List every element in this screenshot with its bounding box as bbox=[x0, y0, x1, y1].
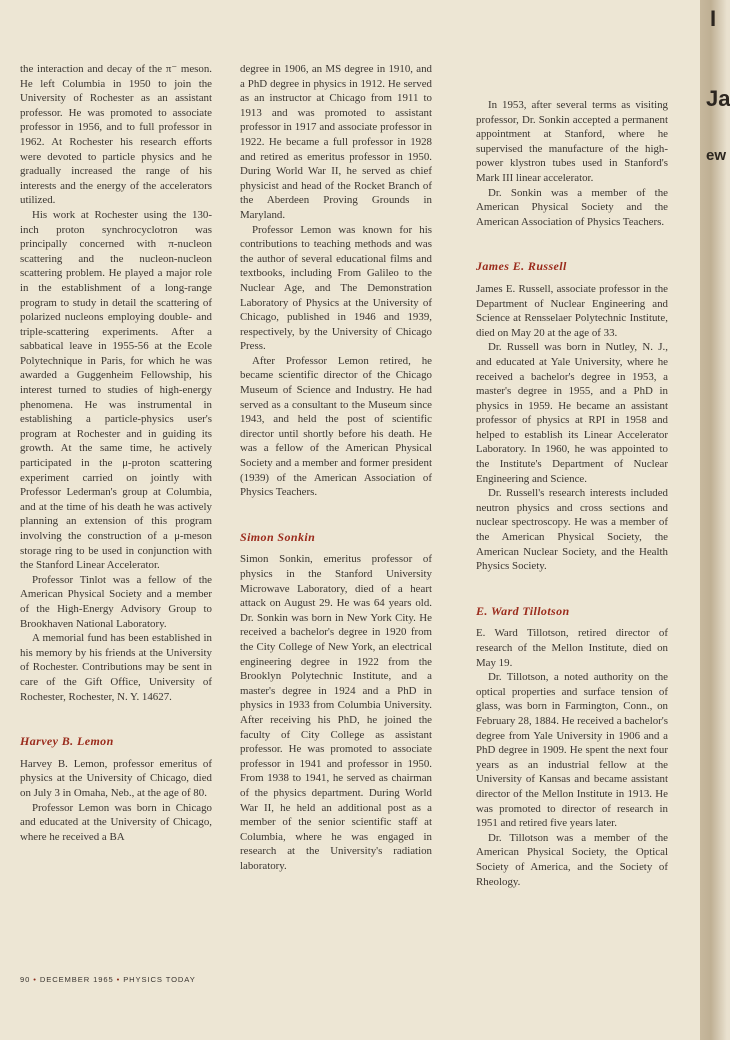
separator-dot: • bbox=[116, 975, 121, 984]
paragraph: A memorial fund has been established in his memory by his friends at the University of Rochester. Contributions may be sent in care of the Gift Office, University of Rochester, Rochester, N. Y. 14627. bbox=[20, 632, 212, 703]
paragraph: James E. Russell, associate professor in the Department of Nuclear Engineering and Science at Rensselaer Polytechnic Institute, died on May 20 at the age of 33. bbox=[476, 282, 668, 339]
paragraph: Professor Tinlot was a fellow of the American Physical Society and a member of the High-Energy Advisory Group to Brookhaven National Laboratory. bbox=[20, 573, 212, 630]
paragraph: His work at Rochester using the 130-inch proton synchrocyclotron was principally concerned with π-nucleon scattering and the nucleon-nucleon scattering problem. He played a major role in the establishment of a long-range program to study in detail the scattering of polarized nucleons employing double- and triple-scattering experiments. After a sabbatical leave in 1955-56 at the Ecole Polytechnique in Paris, for which he was awarded a Guggenheim Fellowship, his interest turned to studies of high-energy phenomena. He was instrumental in establishing a particle-physics user's program at Rochester and in guiding its growth. At the same time, he actively participated in the μ-proton scattering experiment carried on jointly with Professor Lederman's group at Columbia, and at the time of his death he was actively planning an extension of this program involving the construction of a μ-meson storage ring to be used in conjunction with the Stanford Linear Accelerator. bbox=[20, 208, 212, 572]
paragraph: Dr. Tillotson was a member of the American Physical Society, the Optical Society of America, and the Society of Rheology. bbox=[476, 831, 668, 888]
edge-letter: Ja bbox=[706, 86, 730, 111]
obituary-heading-lemon: Harvey B. Lemon bbox=[20, 734, 114, 749]
obituary-heading-tillotson: E. Ward Tillotson bbox=[476, 603, 570, 618]
paragraph: Dr. Russell's research interests included neutron physics and cross sections and nuclear spectroscopy. He was a member of the American Physical Society, the American Nuclear Society, and the Health Physics Society. bbox=[476, 487, 668, 573]
magazine-name: PHYSICS TODAY bbox=[123, 975, 196, 984]
column-3 bbox=[476, 98, 668, 889]
paragraph: the interaction and decay of the π⁻ meson. He left Columbia in 1950 to join the University of Rochester as an assistant professor. He was promoted to associate professor in 1956, and to full professor in 1962. At Rochester his research efforts were devoted to particle physics and he gradually increased the range of his interests and the energy of the accelerators utilized. bbox=[20, 63, 212, 207]
column-1 bbox=[20, 62, 212, 844]
page-footer bbox=[20, 975, 196, 984]
separator-dot: • bbox=[33, 975, 37, 984]
edge-letter: ew bbox=[706, 147, 727, 164]
obituary-heading-sonkin: Simon Sonkin bbox=[240, 529, 316, 544]
paragraph: Harvey B. Lemon, professor emeritus of physics at the University of Chicago, died on July 3 in Omaha, Neb., at the age of 80. bbox=[20, 757, 212, 799]
paragraph: Simon Sonkin, emeritus professor of physics in the Stanford University Microwave Laboratory, died of a heart attack on August 29. He was 64 years old. Dr. Sonkin was born in New York City. He received a bachelor's degree in 1920 from the City College of New York, an electrical engineering degree in 1922 from the Brooklyn Polytechnic Institute, and a master's degree in 1924 and a PhD in physics in 1933 from Columbia University. After receiving his PhD, he joined the faculty of City College as assistant professor. He was promoted to associate professor in 1941 and professor in 1950. From 1938 to 1941, he served as chairman of the physics department. During World War II, he held an additional post as a member of the senior scientific staff at Columbia, where he was engaged in research at the University's radiation laboratory. bbox=[240, 553, 432, 872]
paragraph: In 1953, after several terms as visiting professor, Dr. Sonkin accepted a permanent appointment at Stanford, where he supervised the manufacture of the high-power klystron tubes used in Stanford's Mark III linear accelerator. bbox=[476, 99, 668, 184]
paragraph: After Professor Lemon retired, he became scientific director of the Chicago Museum of Science and Industry. He had served as a consultant to the Museum since 1943, and held the post of scientific director until shortly before his death. He was a fellow of the American Physical Society and a member and former president (1939) of the American Association of Physics Teachers. bbox=[240, 354, 432, 499]
edge-letter: I bbox=[710, 6, 717, 31]
obituary-heading-russell: James E. Russell bbox=[476, 259, 567, 274]
column-2 bbox=[240, 62, 432, 873]
paragraph: Dr. Tillotson, a noted authority on the optical properties and surface tension of glass, was born in Farmington, Conn., on February 28, 1884. He received a bachelor's degree from Yale University in 1906 and a PhD degree in 1909. He spent the next four years as an industrial fellow at the University of Kansas and became assistant director of the Mellon Institute in 1913. He was promoted to director of research in 1951 and retired five years later. bbox=[476, 671, 668, 830]
page-number: 90 bbox=[20, 975, 31, 984]
paragraph: Professor Lemon was born in Chicago and educated at the University of Chicago, where he received a BA bbox=[20, 801, 212, 843]
paragraph: Dr. Sonkin was a member of the American Physical Society and the American Association of Physics Teachers. bbox=[476, 186, 668, 228]
issue-date: DECEMBER 1965 bbox=[39, 975, 114, 984]
paragraph: Dr. Russell was born in Nutley, N. J., and educated at Yale University, where he received a bachelor's degree in 1953, a master's degree in 1955, and a PhD in physics in 1959. He became an assistant professor of physics at RPI in 1958 and helped to establish its Linear Accelerator Laboratory. In 1960, he was appointed to the Institute's Department of Nuclear Engineering and Science. bbox=[476, 341, 668, 485]
paragraph: E. Ward Tillotson, retired director of research of the Mellon Institute, died on May 19. bbox=[476, 627, 668, 669]
adjacent-page-edge bbox=[700, 0, 730, 1040]
paragraph: degree in 1906, an MS degree in 1910, and a PhD degree in physics in 1912. He served as an instructor at Chicago from 1911 to 1913 and was promoted to assistant professor in 1917 and associate professor in 1922. He became a full professor in 1928 and retired as emeritus professor in 1950. During World War II, he served as chief physicist and head of the Rocket Branch of the Aberdeen Proving Grounds in Maryland. bbox=[240, 63, 432, 221]
paragraph: Professor Lemon was known for his contributions to teaching methods and was the author of several educational films and textbooks, including From Galileo to the Nuclear Age, and The Demonstration Laboratory of Physics at the University of Chicago, published in 1946 and 1939, respectively, by the University of Chicago Press. bbox=[240, 223, 432, 353]
